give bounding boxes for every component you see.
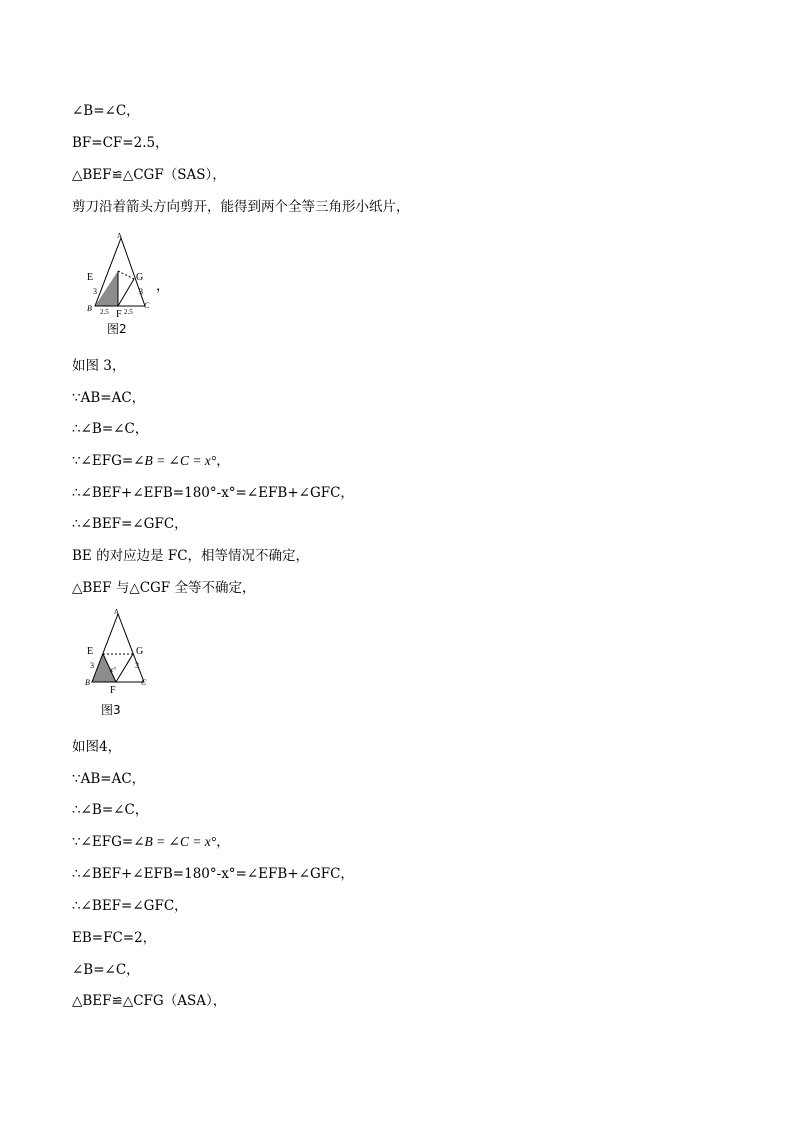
text-line-18: ∴∠BEF=∠GFC， bbox=[72, 898, 188, 914]
text-line-17: ∴∠BEF+∠EFB=180°-x°=∠EFB+∠GFC， bbox=[72, 866, 354, 882]
text-line-20: ∠B=∠C， bbox=[72, 962, 140, 978]
text-line-12: △BEF 与△CGF 全等不确定， bbox=[72, 580, 256, 596]
label-g: G bbox=[136, 646, 144, 657]
text-line-5: 如图 3， bbox=[72, 358, 126, 374]
figure-3-caption: 图3 bbox=[101, 703, 121, 717]
label-be: 3 bbox=[90, 661, 94, 670]
text-line-8-tail: ， bbox=[216, 453, 230, 469]
label-angle: x° bbox=[110, 666, 116, 674]
label-bf: 2.5 bbox=[100, 308, 109, 316]
label-fc: 2.5 bbox=[124, 308, 133, 316]
label-f: F bbox=[110, 685, 116, 696]
text-line-15: ∴∠B=∠C， bbox=[72, 802, 149, 818]
figure-2-caption: 图2 bbox=[107, 322, 127, 336]
text-line-8-prefix: ∵∠EFG= bbox=[72, 453, 134, 469]
text-line-1: ∠B=∠C， bbox=[72, 103, 140, 119]
text-line-19: EB=FC=2， bbox=[72, 930, 157, 946]
text-line-16-tail: ， bbox=[216, 834, 230, 850]
label-be: 3 bbox=[93, 287, 97, 296]
label-e: E bbox=[87, 272, 94, 283]
figure-2-trailing: ， bbox=[156, 278, 170, 294]
text-line-9: ∴∠BEF+∠EFB=180°-x°=∠EFB+∠GFC， bbox=[72, 485, 354, 501]
label-a: A bbox=[114, 608, 120, 616]
text-line-6: ∵AB=AC， bbox=[72, 390, 146, 406]
label-g: G bbox=[136, 272, 144, 283]
text-line-7: ∴∠B=∠C， bbox=[72, 421, 149, 437]
text-line-16 bbox=[72, 834, 230, 850]
text-line-8 bbox=[72, 453, 230, 469]
label-cg: 3 bbox=[139, 287, 143, 296]
label-a: A bbox=[117, 232, 123, 240]
text-line-11: BE 的对应边是 FC，相等情况不确定， bbox=[72, 548, 310, 564]
text-line-8-math: ∠B = ∠C = x° bbox=[133, 453, 217, 468]
text-line-16-prefix: ∵∠EFG= bbox=[72, 834, 134, 850]
text-line-14: ∵AB=AC， bbox=[72, 771, 146, 787]
label-e: E bbox=[87, 646, 94, 657]
text-line-4: 剪刀沿着箭头方向剪开，能得到两个全等三角形小纸片， bbox=[72, 199, 410, 215]
text-line-2: BF=CF=2.5， bbox=[72, 135, 169, 151]
label-c: C bbox=[144, 301, 150, 310]
figure-2 bbox=[84, 230, 184, 320]
label-f: F bbox=[116, 309, 122, 320]
text-line-21: △BEF≌△CFG（ASA）， bbox=[72, 993, 227, 1009]
figure-3 bbox=[84, 606, 184, 696]
text-line-16-math: ∠B = ∠C = x° bbox=[133, 834, 217, 849]
label-c: C bbox=[141, 678, 147, 687]
label-cg: 3 bbox=[135, 661, 139, 670]
figure-3-diagram bbox=[84, 606, 184, 696]
label-b: B bbox=[87, 304, 92, 313]
text-line-13: 如图4， bbox=[72, 739, 122, 755]
label-b: B bbox=[85, 678, 90, 687]
text-line-10: ∴∠BEF=∠GFC， bbox=[72, 516, 188, 532]
text-line-3: △BEF≌△CGF（SAS）， bbox=[72, 167, 226, 183]
figure-2-diagram bbox=[84, 230, 184, 320]
